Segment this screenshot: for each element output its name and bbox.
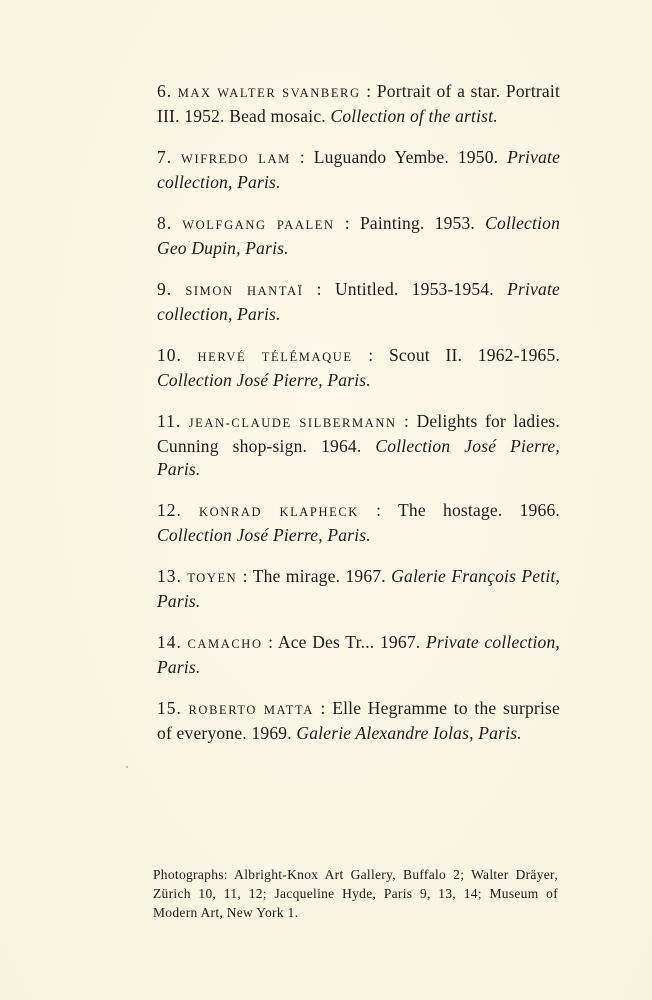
artwork-collection: Galerie François Petit, Paris. [157, 566, 561, 611]
catalog-entry [157, 344, 560, 392]
artwork-title: Delights for ladies. Cunning shop-sign. [157, 411, 561, 456]
entry-number: 15. [157, 698, 182, 718]
artwork-title: Luguando Yembe. [313, 147, 449, 167]
artwork-date: 1962-1965. [477, 345, 561, 365]
artwork-date: 1969. [251, 723, 292, 743]
artwork-collection: Collection Geo Dupin, Paris. [157, 213, 561, 258]
photo-credits: Photographs: Albright-Knox Art Gallery, Buffalo 2; Walter Dräyer, Zürich 10, 11, 12; Jacqueline Hyde, Paris 9, 13, 14; Museum of Modern Art, New York 1. [153, 866, 558, 920]
artist-name: MAX WALTER SVANBERG [177, 86, 361, 100]
entry-number: 10. [157, 345, 182, 365]
artwork-collection: Collection José Pierre, Paris. [157, 525, 371, 545]
catalog-entry [157, 278, 560, 326]
artist-name: SIMON HANTAÏ [185, 284, 304, 298]
artwork-date: 1967. [379, 632, 421, 652]
entry-number: 11. [157, 411, 182, 431]
catalog-entry [157, 410, 560, 481]
artwork-date: 1966. [519, 500, 560, 520]
catalog-entry [157, 565, 560, 613]
artist-name: TOYEN [187, 571, 238, 585]
artist-name: HERVÉ TÉLÉMAQUE [197, 350, 353, 364]
artist-name: CAMACHO [187, 637, 263, 651]
artist-name: ROBERTO MATTA [188, 703, 314, 717]
catalog-entry [157, 146, 560, 194]
artist-name: JEAN-CLAUDE SILBERMANN [188, 416, 397, 430]
catalog-entry [157, 499, 560, 547]
artwork-date: 1967. [345, 566, 386, 586]
entry-number: 7. [157, 147, 173, 167]
artwork-date: 1953. [434, 213, 475, 233]
artwork-date: 1953-1954. [411, 279, 494, 299]
artwork-title: Portrait of a star. Portrait III. [157, 81, 561, 126]
entry-separator: : [404, 411, 410, 431]
artwork-collection: Collection José Pierre, Paris. [157, 370, 371, 390]
entry-number: 14. [157, 632, 182, 652]
entry-separator: : [368, 345, 374, 365]
entry-separator: : [366, 81, 372, 101]
artwork-date: 1964. [321, 436, 362, 456]
catalog-entries [157, 80, 560, 763]
artwork-collection: Private collection, Paris. [157, 632, 561, 677]
artwork-title: Ace Des Tr... [277, 632, 375, 652]
artwork-title: The hostage. [398, 500, 503, 520]
artist-name: WIFREDO LAM [181, 152, 291, 166]
entry-number: 13. [157, 566, 182, 586]
paper-speck [126, 766, 128, 768]
catalog-entry [157, 80, 560, 128]
artwork-title: Elle Hegramme to the surprise of everyone. [157, 698, 561, 743]
entry-separator: : [344, 213, 350, 233]
entry-separator: : [268, 632, 274, 652]
entry-number: 8. [157, 213, 173, 233]
artwork-title: Painting. [359, 213, 425, 233]
artwork-title: The mirage. [252, 566, 341, 586]
entry-separator: : [376, 500, 382, 520]
entry-number: 12. [157, 500, 182, 520]
entry-separator: : [299, 147, 305, 167]
artwork-title: Untitled. [334, 279, 399, 299]
artist-name: KONRAD KLAPHECK [199, 505, 359, 519]
artwork-collection: Private collection, Paris. [157, 279, 560, 324]
artist-name: WOLFGANG PAALEN [182, 218, 335, 232]
artwork-collection: Galerie Alexandre Iolas, Paris. [296, 723, 522, 743]
entry-separator: : [316, 279, 322, 299]
catalog-entry [157, 212, 560, 260]
artwork-date: 1952. Bead mosaic. [184, 106, 326, 126]
entry-number: 9. [157, 279, 173, 299]
entry-number: 6. [157, 81, 173, 101]
artwork-collection: Private collection, Paris. [157, 147, 561, 192]
artwork-collection: Collection José Pierre, Paris. [157, 436, 560, 479]
artwork-title: Scout II. [388, 345, 463, 365]
catalog-entry [157, 631, 560, 679]
artwork-date: 1950. [457, 147, 499, 167]
catalog-entry [157, 697, 560, 745]
entry-separator: : [242, 566, 248, 586]
artwork-collection: Collection of the artist. [330, 106, 498, 126]
entry-separator: : [320, 698, 326, 718]
